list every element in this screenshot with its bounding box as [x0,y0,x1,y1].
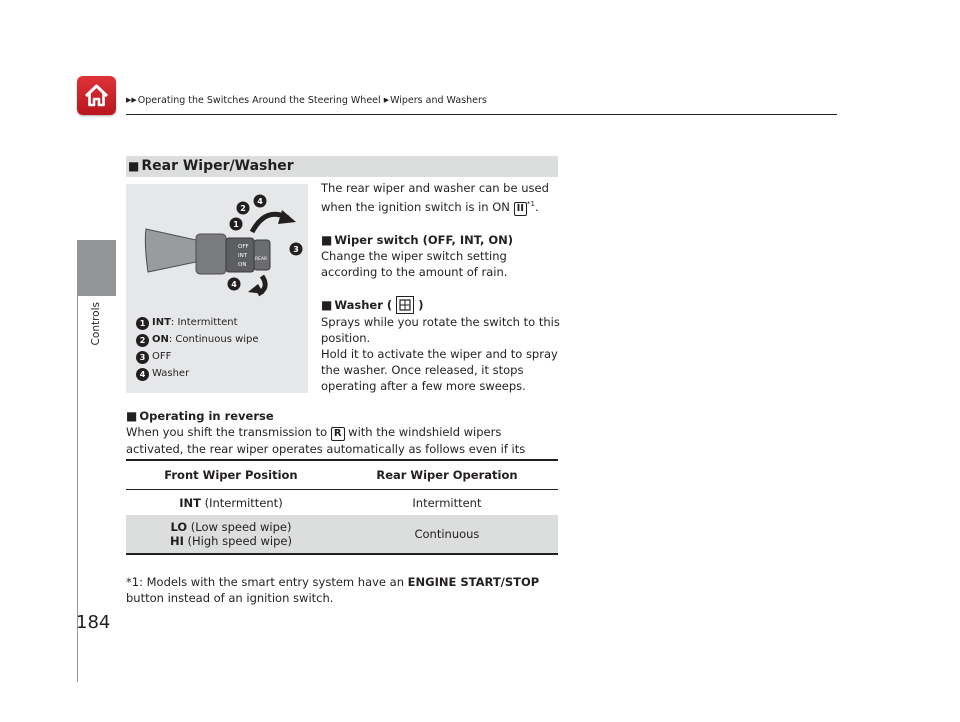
wiper-stalk-figure [126,184,308,393]
rear-washer-icon [396,296,414,314]
home-button[interactable] [77,76,116,115]
callout-1: 1 [233,220,239,229]
footnote-mark: *1: [126,575,143,589]
breadcrumb [126,95,487,106]
callout-4-bottom: 4 [231,280,237,289]
callout-4-top: 4 [257,197,263,206]
legend-text-on: : Continuous wipe [168,334,259,345]
legend-badge-4: 4 [136,368,149,381]
legend-item-on [136,334,259,347]
chapter-label: Controls [90,302,102,346]
footnote-text-before: Models with the smart entry system have an [146,575,405,589]
page-number: 184 [76,612,111,633]
section-title: Rear Wiper/Washer [141,158,294,174]
reverse-title: Operating in reverse [139,409,274,423]
washer-text-2: Hold it to activate the wiper and to spray the washer. Once released, it stops operating after a few more sweeps. [321,346,558,393]
table-cell-rear: Continuous [336,515,558,554]
legend-text-washer: Washer [152,368,190,379]
reverse-text-after: with the windshield wipers activated, the rear wiper operates automatically as follows even if its [126,425,526,456]
breadcrumb-arrow-icon: ▶ [383,96,390,104]
legend-item-washer [136,368,189,381]
front-pos-lo-desc: (Low speed wipe) [190,520,292,534]
wiper-switch-heading [321,232,561,248]
callout-3: 3 [293,245,299,254]
rear-wiper-table [126,459,558,555]
legend-badge-2: 2 [136,334,149,347]
square-bullet-icon: ■ [321,297,333,312]
legend-key-on: ON [152,334,169,345]
legend-text-off: OFF [152,351,172,362]
table-row [126,515,558,554]
header-rule [126,114,837,115]
washer-text-1: Sprays while you rotate the switch to this position. [321,314,560,345]
legend-item-int [136,317,238,330]
footnote-text-after: button instead of an ignition switch. [126,591,334,605]
stalk-label-on: ON [238,262,247,268]
legend-badge-1: 1 [136,317,149,330]
front-pos-hi: HI [169,534,184,548]
ignition-key-II: II [514,202,527,216]
table-header-rear: Rear Wiper Operation [336,460,558,490]
table-cell-front [126,490,336,516]
front-pos-int: INT [179,495,201,510]
washer-title-start: Washer ( [334,297,393,312]
square-bullet-icon: ■ [128,159,140,173]
footnote-ref[interactable]: *1 [527,200,535,208]
intro-paragraph [321,180,561,216]
washer-title-end: ) [418,297,424,312]
table-row [126,490,558,516]
square-bullet-icon: ■ [126,409,138,423]
description-column [321,180,561,394]
breadcrumb-link-2[interactable]: Wipers and Washers [390,95,487,106]
table-header-row [126,460,558,490]
front-pos-int-desc: (Intermittent) [204,495,283,510]
square-bullet-icon: ■ [321,232,333,247]
home-icon [77,76,116,115]
chapter-tab[interactable] [77,240,116,296]
front-pos-lo: LO [170,520,188,534]
stalk-label-int: INT [238,253,248,259]
callout-2: 2 [240,204,246,213]
legend-text-int: : Intermittent [170,317,238,328]
section-heading [126,156,558,177]
breadcrumb-arrow-icon: ▶▶ [126,96,137,104]
footnote [126,574,566,606]
front-pos-hi-desc: (High speed wipe) [187,534,292,548]
breadcrumb-link-1[interactable]: Operating the Switches Around the Steering Wheel [137,95,381,106]
stalk-label-rear: REAR [255,257,268,262]
footnote-bold: ENGINE START/STOP [407,575,540,589]
reverse-gear-key: R [331,427,345,441]
wiper-switch-text: Change the wiper switch setting according to the amount of rain. [321,248,508,279]
reverse-heading [126,408,562,424]
intro-period: . [535,199,539,214]
table-header-front: Front Wiper Position [126,460,336,490]
intro-text: The rear wiper and washer can be used when the ignition switch is in ON [321,181,549,214]
stalk-label-off: OFF [238,244,249,250]
legend-item-off [136,351,171,364]
reverse-text-before: When you shift the transmission to [126,425,328,439]
wiper-stalk-illustration [126,184,308,309]
table-cell-front [126,515,336,554]
legend-badge-3: 3 [136,351,149,364]
wiper-switch-title: Wiper switch (OFF, INT, ON) [334,232,513,247]
legend-key-int: INT [152,317,171,328]
washer-heading [321,296,561,314]
table-cell-rear: Intermittent [412,495,482,510]
